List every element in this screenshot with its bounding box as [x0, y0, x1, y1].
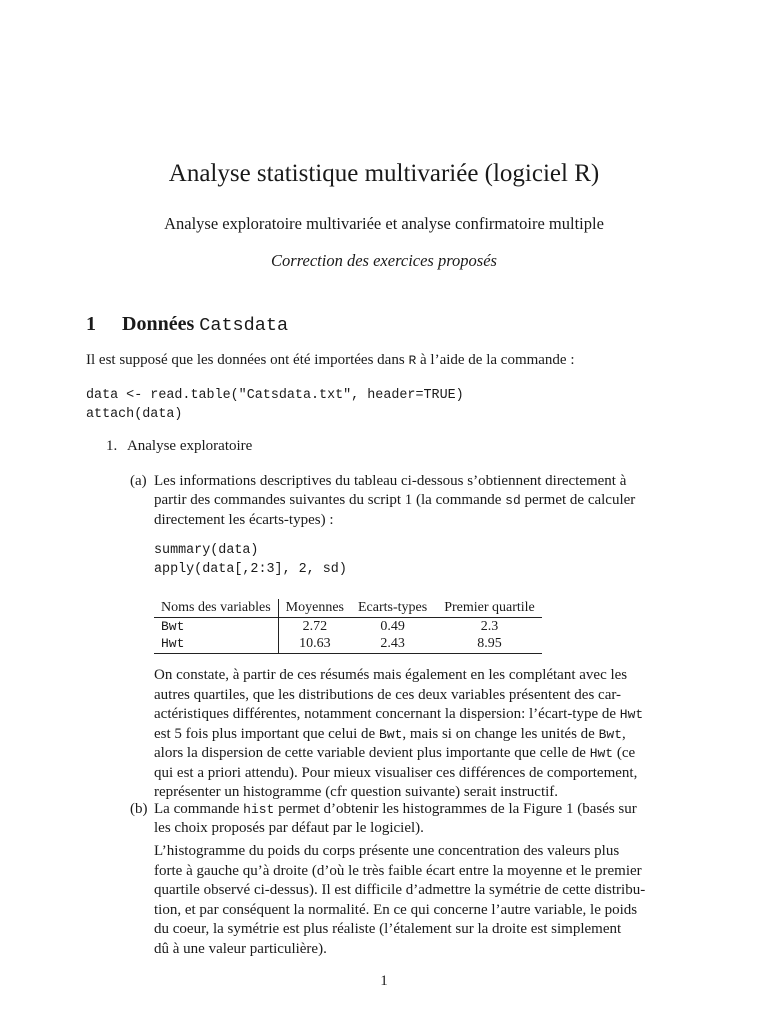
- text-run: permet d’obtenir les histogrammes de la Figure 1 (basés sur: [274, 801, 637, 817]
- table-cell: Bwt: [154, 617, 278, 635]
- inline-code-sd: sd: [505, 493, 521, 509]
- text-line: autres quartiles, que les distributions de ces deux variables présentent des car-: [154, 686, 622, 703]
- text-run: alors la dispersion de cette variable devient plus importante que celle de: [154, 745, 590, 761]
- table-row: [154, 635, 542, 653]
- table-cell: 10.63: [278, 635, 351, 653]
- table-cell: Hwt: [154, 635, 278, 653]
- section-number: 1: [86, 313, 96, 335]
- text-run: La commande: [154, 801, 244, 817]
- stats-table: [154, 599, 542, 654]
- intro-paragraph: [86, 352, 575, 369]
- page-number: 1: [380, 973, 388, 989]
- paragraph-histogram: [154, 842, 674, 959]
- text-line: [154, 800, 675, 819]
- code-line: data <- read.table("Catsdata.txt", header=TRUE): [86, 388, 464, 403]
- text-line: qui est a priori attendu). Pour mieux visualiser ces différences de comportement,: [154, 764, 638, 781]
- table-header-cell: Ecarts-types: [351, 599, 434, 617]
- text-line: [154, 725, 674, 745]
- inline-code-hwt: Hwt: [619, 707, 644, 722]
- inline-code-r: R: [408, 353, 417, 368]
- text-run: partir des commandes suivantes du script 1 (la commande: [154, 492, 506, 509]
- text-line: dû à une valeur particulière).: [154, 940, 327, 957]
- inline-code-bwt: Bwt: [378, 726, 403, 742]
- code-line: apply(data[,2:3], 2, sd): [154, 562, 347, 577]
- text-run: ,: [622, 725, 626, 742]
- text-line: [154, 744, 674, 764]
- text-line: quartile observé ci-dessus). Il est difficile d’admettre la symétrie de cette distribu-: [154, 882, 646, 898]
- code-block-import: [86, 386, 464, 424]
- text-line: directement les écarts-types) :: [154, 511, 334, 528]
- table-header-cell: Moyennes: [278, 599, 351, 617]
- text-run: , mais si on change les unités de: [402, 725, 599, 742]
- list-item-label: 1.: [106, 438, 118, 454]
- table-cell: 2.72: [302, 618, 328, 634]
- paragraph-dispersion: [154, 666, 674, 803]
- code-line: summary(data): [154, 543, 259, 558]
- intro-text-before: Il est supposé que les données ont été importées dans: [86, 352, 409, 368]
- document-subtitle-italic: Correction des exercices proposés: [271, 251, 497, 270]
- text-run: actéristiques différentes, notamment concernant la dispersion: l’écart-type de: [154, 706, 620, 722]
- text-run: est 5 fois plus important que celui de: [154, 725, 379, 742]
- text-line: du coeur, la symétrie est plus réaliste (l’étalement sur la droite est simplement: [154, 921, 622, 937]
- sub-item-a: [130, 472, 675, 530]
- sub-item-b: [130, 800, 675, 839]
- inline-code-hwt: Hwt: [589, 746, 614, 761]
- text-line: tion, et par conséquent la normalité. En ce qui concerne l’autre variable, le poids: [154, 901, 638, 918]
- table-cell: 8.95: [434, 635, 542, 653]
- section-heading: [86, 313, 288, 336]
- text-run: (ce: [613, 745, 636, 761]
- inline-code-hist: hist: [243, 802, 275, 817]
- text-line: Les informations descriptives du tableau ci-dessous s’obtiennent directement à: [154, 473, 627, 489]
- document-subtitle: Analyse exploratoire multivariée et analyse confirmatoire multiple: [164, 214, 604, 233]
- table-header-cell: Premier quartile: [434, 599, 542, 617]
- section-title-text: Données: [122, 313, 195, 335]
- intro-text-after: à l’aide de la commande :: [416, 352, 575, 368]
- table-cell: 2.3: [480, 618, 499, 634]
- list-item-text: Analyse exploratoire: [126, 438, 253, 454]
- table-cell: 0.49: [380, 618, 405, 634]
- text-run: permet de calculer: [520, 492, 636, 509]
- text-line: les choix proposés par défaut par le logiciel).: [154, 820, 424, 837]
- text-line: forte à gauche qu’à droite (d’où le très faible écart entre la moyenne et le premier: [154, 862, 642, 879]
- text-line: L’histogramme du poids du corps présente une concentration des valeurs plus: [154, 843, 620, 859]
- table-row: [154, 617, 542, 635]
- inline-code-bwt: Bwt: [598, 726, 622, 742]
- table-header-cell: Noms des variables: [154, 599, 278, 617]
- text-line: [154, 705, 674, 725]
- code-block-summary: [154, 541, 347, 579]
- table-cell: 2.43: [351, 635, 434, 653]
- code-line: attach(data): [86, 407, 183, 422]
- sub-item-label: (a): [130, 473, 147, 489]
- document-title: Analyse statistique multivariée (logiciel R): [168, 160, 600, 187]
- section-title-code: Catsdata: [199, 315, 289, 336]
- text-line: [154, 491, 675, 510]
- sub-item-label: (b): [130, 801, 148, 817]
- table-header-row: [154, 599, 542, 617]
- text-line: On constate, à partir de ces résumés mais également en les complétant avec les: [154, 667, 628, 683]
- text-line: représenter un histogramme (cfr question suivante) serait instructif.: [154, 784, 559, 800]
- list-item-1: [106, 438, 252, 455]
